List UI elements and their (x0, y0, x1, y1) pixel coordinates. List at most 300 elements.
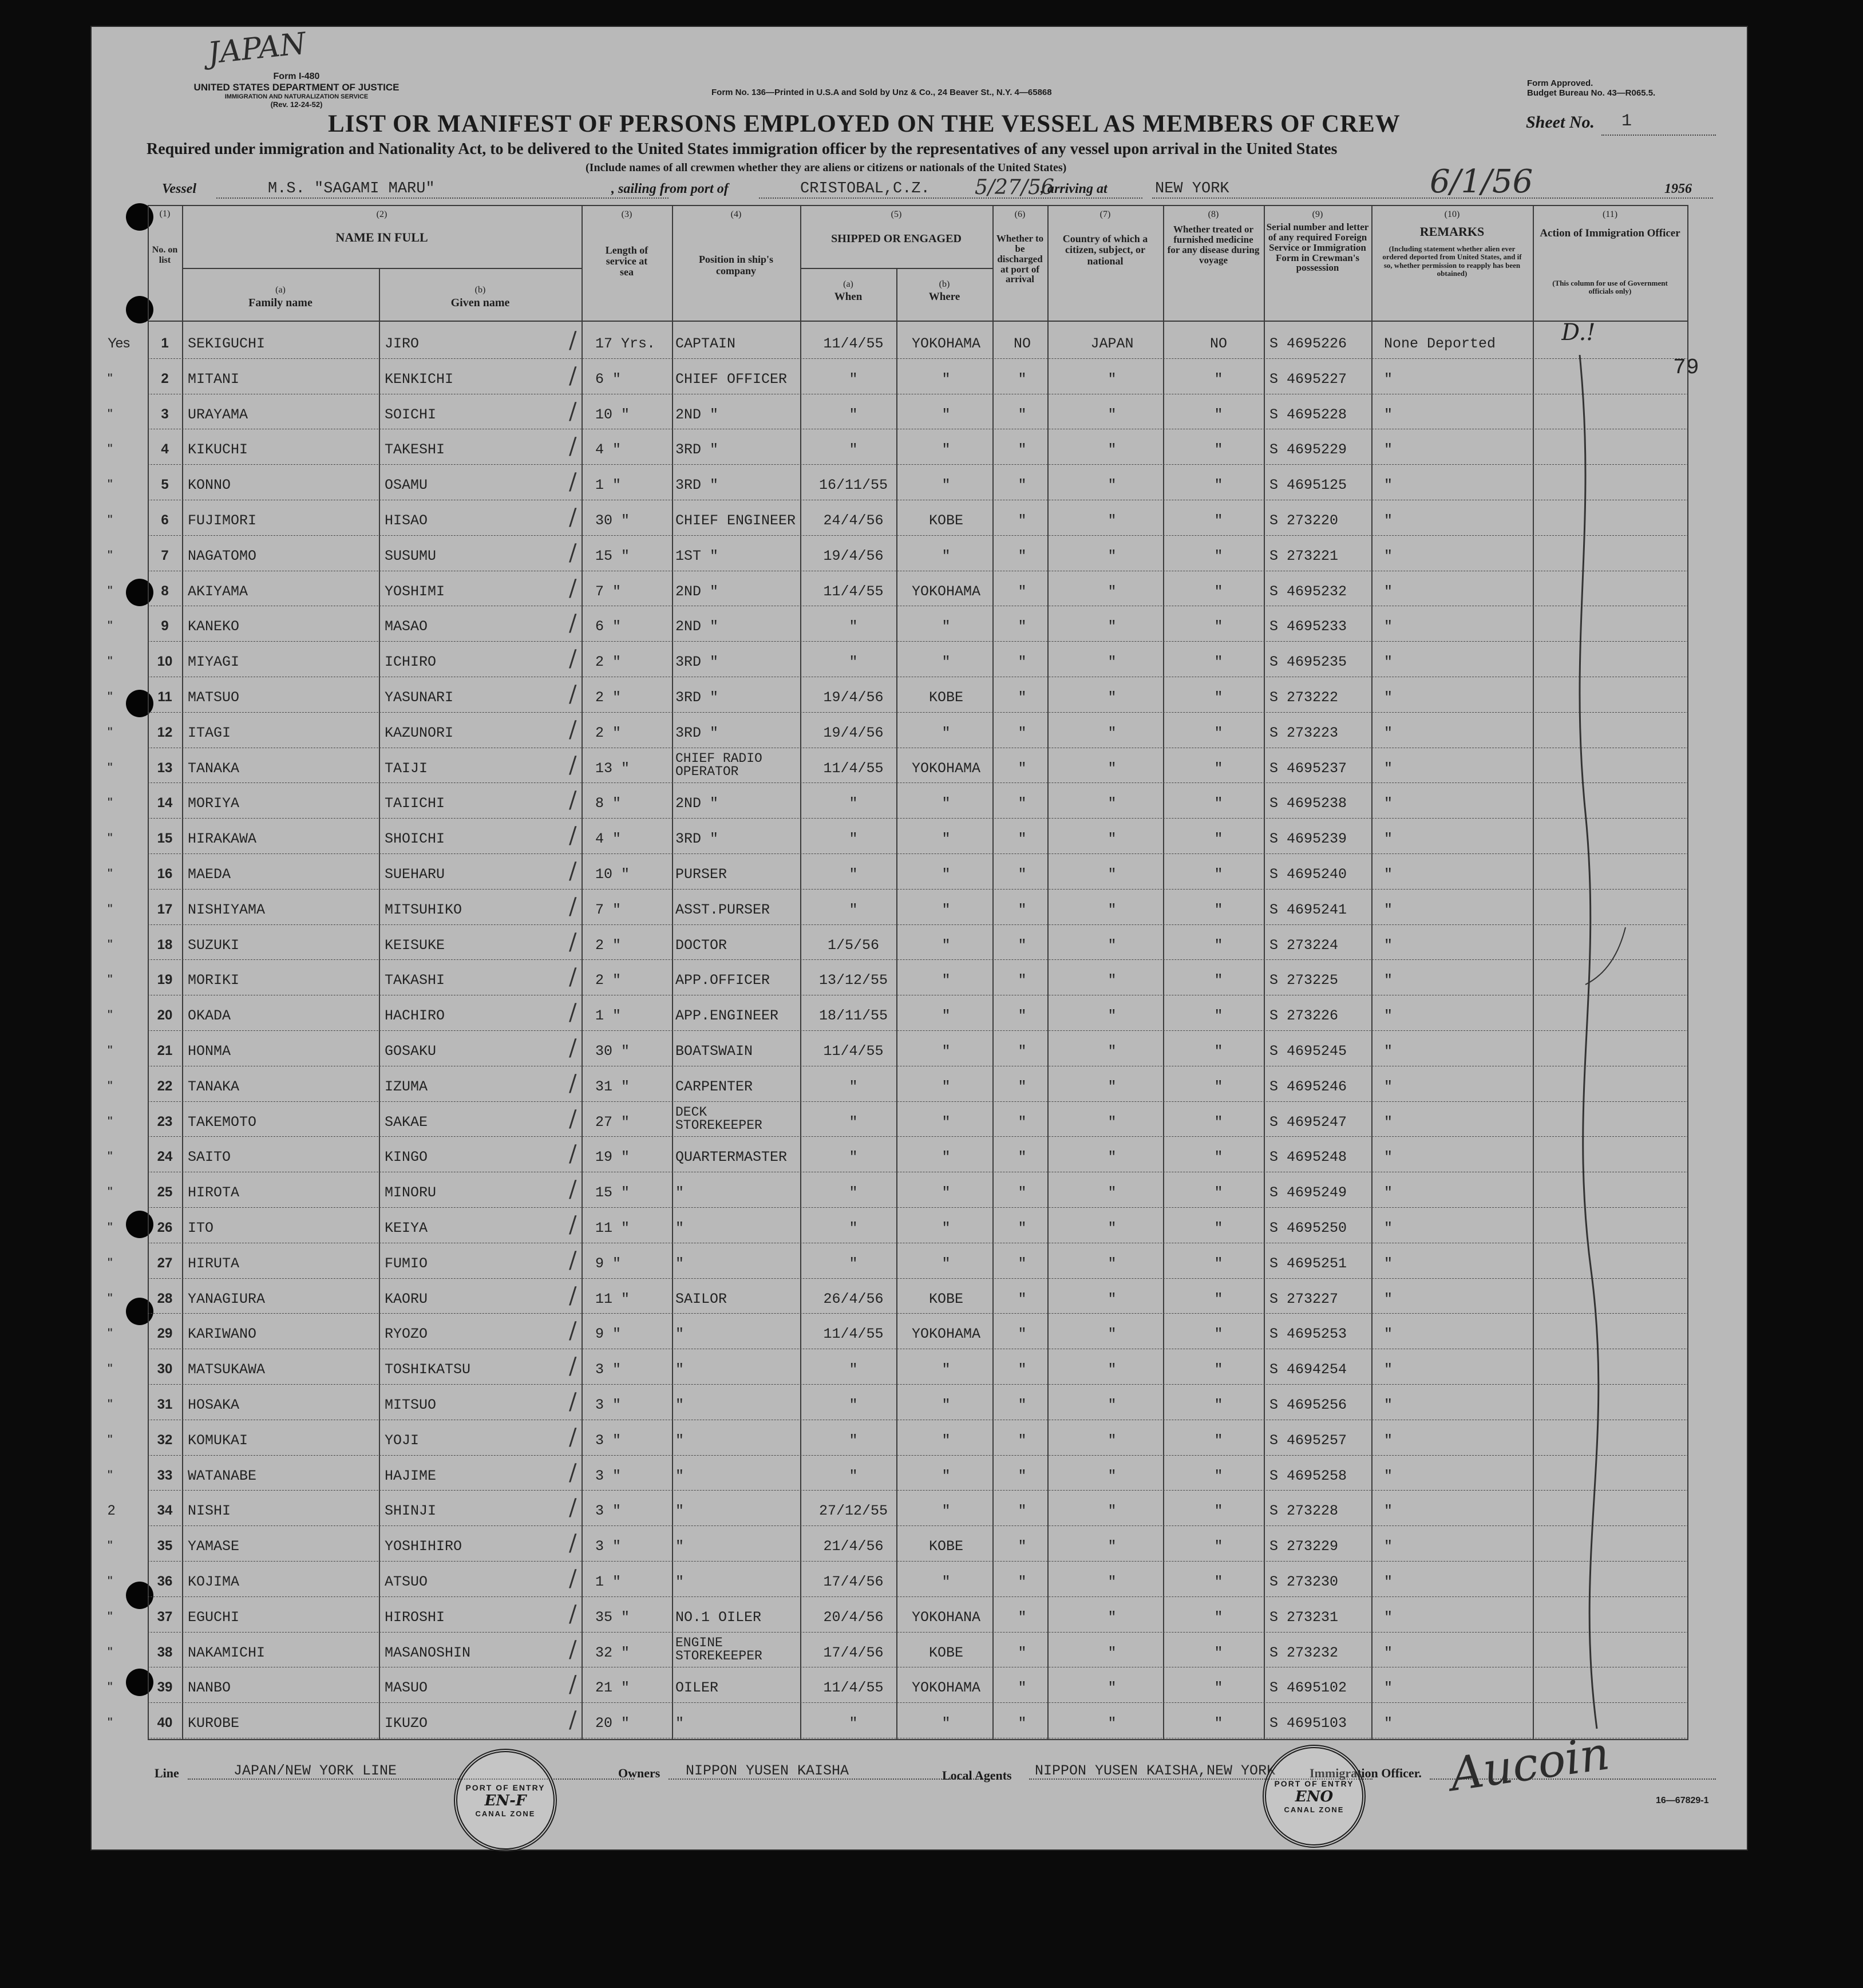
cell-service: 6 " (595, 370, 622, 388)
cell-discharge: " (1018, 1007, 1027, 1025)
cell-country: " (1107, 370, 1117, 388)
col2b-label: Given name (450, 297, 510, 309)
row-number: 5 (161, 477, 169, 493)
check-tick: / (569, 893, 577, 920)
row-number: 10 (157, 654, 173, 670)
cell-country: JAPAN (1090, 335, 1134, 352)
cell-country: " (1107, 1503, 1117, 1520)
cell-medicine: " (1214, 583, 1223, 600)
cell-family: MATSUKAWA (188, 1361, 266, 1378)
cell-family: KIKUCHI (188, 441, 248, 459)
row-number: 8 (161, 583, 169, 599)
cell-country: " (1107, 866, 1117, 883)
cell-medicine: " (1214, 1679, 1223, 1697)
col10-sub: (Including statement whether alien ever ordered deported from United States, and if so, whether permission to reapply has been obtained) (1382, 244, 1522, 278)
cell-medicine: " (1214, 724, 1223, 741)
cell-remarks: " (1384, 583, 1393, 600)
cell-where: " (942, 1220, 951, 1236)
action-bracket-line (1545, 355, 1631, 1757)
cell-country: " (1107, 1113, 1117, 1131)
cell-serial: S 4695253 (1269, 1326, 1347, 1343)
cell-serial: S 4695240 (1269, 866, 1347, 883)
cell-where: " (942, 1255, 951, 1272)
subtitle: Required under immigration and Nationality Act, to be delivered to the United States immigration officer by the representatives of any vessel upon arrival in the United States (147, 140, 1338, 158)
check-tick: / (569, 362, 577, 389)
row-number: 29 (157, 1326, 173, 1342)
cell-family: TAKEMOTO (188, 1113, 257, 1131)
cell-when: " (849, 406, 858, 423)
row-mark: " (108, 1715, 113, 1731)
cell-service: 15 " (595, 1184, 630, 1202)
cell-discharge: " (1018, 618, 1027, 635)
cell-serial: S 4695256 (1269, 1397, 1347, 1413)
cell-medicine: " (1214, 1538, 1223, 1555)
cell-when: " (849, 866, 858, 883)
vessel-value: M.S. "SAGAMI MARU" (268, 180, 435, 197)
cell-when: " (849, 1184, 858, 1202)
cell-where: YOKOHAMA (911, 583, 981, 600)
cell-where: " (942, 1184, 951, 1202)
cell-service: 3 " (595, 1538, 622, 1555)
cell-service: 17 Yrs. (595, 335, 656, 352)
cell-position: CHIEF ENGINEER (675, 512, 796, 529)
col11-num: (11) (1602, 210, 1618, 219)
col5a-num: (a) (843, 279, 853, 289)
cell-given: TOSHIKATSU (385, 1361, 471, 1378)
cell-given: TAIICHI (385, 795, 445, 812)
approval-line-1: Form Approved. (1527, 78, 1593, 88)
cell-discharge: " (1018, 1290, 1027, 1307)
cell-where: KOBE (928, 1290, 963, 1307)
row-number: 2 (161, 370, 169, 386)
check-tick: / (569, 327, 577, 354)
row-mark: " (108, 1255, 113, 1271)
col3-label: Length of service at sea (605, 244, 648, 278)
row-mark: " (108, 1078, 113, 1094)
row-mark: " (108, 1538, 113, 1554)
row-divider (148, 924, 1688, 925)
cell-where: " (942, 1007, 951, 1025)
cell-service: 21 " (595, 1679, 630, 1697)
cell-position: DOCTOR (675, 936, 727, 954)
cell-when: " (849, 1220, 858, 1236)
cell-where: " (942, 370, 951, 388)
cell-family: KUROBE (188, 1715, 240, 1732)
row-number: 18 (157, 936, 173, 952)
cell-country: " (1107, 547, 1117, 564)
cell-service: 2 " (595, 689, 622, 706)
cell-discharge: " (1018, 1255, 1027, 1272)
cell-position: " (675, 1538, 685, 1555)
check-tick: / (569, 1530, 577, 1557)
check-tick: / (569, 1636, 577, 1663)
cell-serial: S 273221 (1269, 547, 1339, 564)
check-tick: / (569, 469, 577, 496)
cell-given: TAKESHI (385, 441, 445, 459)
cell-remarks: " (1384, 1255, 1393, 1272)
stamp-1-bottom: CANAL ZONE (475, 1809, 536, 1818)
cell-serial: S 4695251 (1269, 1255, 1347, 1272)
cell-given: GOSAKU (385, 1043, 437, 1060)
cell-where: " (942, 1113, 951, 1131)
row-mark: " (108, 831, 113, 847)
cell-discharge: " (1018, 1184, 1027, 1202)
col2a-num: (a) (275, 285, 286, 295)
row-number: 28 (157, 1290, 173, 1306)
row-number: 35 (157, 1538, 173, 1554)
cell-medicine: " (1214, 760, 1223, 777)
cell-country: " (1107, 831, 1117, 848)
cell-service: 30 " (595, 1043, 630, 1060)
row-number: 1 (161, 335, 169, 351)
cell-medicine: " (1214, 1467, 1223, 1484)
cell-discharge: " (1018, 1679, 1027, 1697)
form-code: 16—67829-1 (1656, 1796, 1709, 1805)
cell-remarks: " (1384, 1290, 1393, 1307)
row-divider (148, 853, 1688, 854)
cell-where: " (942, 618, 951, 635)
cell-family: MATSUO (188, 689, 240, 706)
row-mark: " (108, 406, 113, 422)
cell-medicine: " (1214, 1043, 1223, 1060)
cell-service: 4 " (595, 441, 622, 459)
check-tick: / (569, 646, 577, 673)
cell-where: " (942, 477, 951, 494)
cell-service: 3 " (595, 1467, 622, 1484)
cell-serial: S 4695257 (1269, 1432, 1347, 1449)
cell-country: " (1107, 512, 1117, 529)
cell-given: HACHIRO (385, 1007, 445, 1025)
row-number: 32 (157, 1432, 173, 1448)
arriving-label: , arriving at (1041, 181, 1107, 196)
cell-country: " (1107, 1326, 1117, 1343)
officer-signature: Aucoin (1446, 1726, 1613, 1801)
row-mark: " (108, 1184, 113, 1200)
row-mark: Yes (108, 335, 130, 351)
cell-when: " (849, 654, 858, 671)
cell-country: " (1107, 406, 1117, 423)
check-tick: / (569, 1389, 577, 1415)
cell-discharge: " (1018, 441, 1027, 459)
check-tick: / (569, 504, 577, 531)
cell-position: 3RD " (675, 441, 719, 459)
sheet-number: 1 (1621, 112, 1632, 131)
col5a-label: When (834, 291, 863, 303)
cell-position: CAPTAIN (675, 335, 736, 352)
cell-given: MITSUHIKO (385, 901, 462, 918)
cell-given: JIRO (385, 335, 420, 352)
cell-when: " (849, 1149, 858, 1166)
cell-where: " (942, 1397, 951, 1413)
cell-service: 27 " (595, 1113, 630, 1131)
cell-family: HIRAKAWA (188, 831, 257, 848)
row-number: 30 (157, 1361, 173, 1377)
cell-medicine: " (1214, 1574, 1223, 1590)
row-number: 4 (161, 441, 169, 457)
row-number: 21 (157, 1043, 173, 1058)
row-mark: " (108, 441, 113, 457)
check-tick: / (569, 1070, 577, 1097)
row-mark: " (108, 936, 113, 952)
footer-agents-label: Local Agents (942, 1768, 1012, 1783)
cell-service: 9 " (595, 1255, 622, 1272)
cell-country: " (1107, 654, 1117, 671)
row-mark: " (108, 1290, 113, 1306)
row-number: 38 (157, 1644, 173, 1660)
cell-when: " (849, 901, 858, 918)
cell-position: CHIEF RADIO OPERATOR (675, 752, 762, 778)
cell-discharge: " (1018, 795, 1027, 812)
cell-country: " (1107, 936, 1117, 954)
cell-service: 19 " (595, 1149, 630, 1166)
cell-serial: S 4695241 (1269, 901, 1347, 918)
cell-medicine: " (1214, 1184, 1223, 1202)
check-tick: / (569, 1318, 577, 1345)
cell-given: MITSUO (385, 1397, 437, 1413)
side-number: 79 (1673, 355, 1699, 380)
cell-where: " (942, 795, 951, 812)
cell-when: " (849, 618, 858, 635)
cell-position: CARPENTER (675, 1078, 753, 1095)
cell-family: NAKAMICHI (188, 1644, 266, 1661)
row-mark: " (108, 1397, 113, 1412)
row-number: 34 (157, 1503, 173, 1519)
row-mark: " (108, 866, 113, 882)
row-divider (148, 1455, 1688, 1456)
check-tick: / (569, 1105, 577, 1132)
row-number: 37 (157, 1608, 173, 1625)
row-mark: " (108, 1467, 113, 1483)
cell-remarks: " (1384, 972, 1393, 989)
cell-given: KINGO (385, 1149, 428, 1166)
cell-service: 3 " (595, 1432, 622, 1449)
cell-serial: S 4695249 (1269, 1184, 1347, 1202)
cell-given: SHOICHI (385, 831, 445, 848)
cell-country: " (1107, 477, 1117, 494)
cell-family: KANEKO (188, 618, 240, 635)
footer-owners-label: Owners (618, 1766, 660, 1780)
cell-service: 9 " (595, 1326, 622, 1343)
cell-family: AKIYAMA (188, 583, 248, 600)
cell-position: SAILOR (675, 1290, 727, 1307)
cell-position: ASST.PURSER (675, 901, 770, 918)
cell-medicine: " (1214, 618, 1223, 635)
row-mark: " (108, 654, 113, 670)
stamp-2-top: PORT OF ENTRY (1274, 1778, 1354, 1788)
row-mark: " (108, 547, 113, 563)
check-tick: / (569, 398, 577, 425)
cell-family: NAGATOMO (188, 547, 257, 564)
row-number: 9 (161, 618, 169, 634)
cell-serial: S 4695103 (1269, 1715, 1347, 1732)
sailing-date: 5/27/56 (975, 176, 1054, 199)
cell-where: " (942, 406, 951, 423)
check-tick: / (569, 575, 577, 602)
cell-serial: S 4695248 (1269, 1149, 1347, 1166)
col8-label: Whether treated or furnished medicine for any disease during voyage (1167, 224, 1260, 266)
check-tick: / (569, 681, 577, 708)
cell-position: " (675, 1397, 685, 1413)
cell-medicine: " (1214, 866, 1223, 883)
cell-serial: S 273230 (1269, 1574, 1339, 1590)
col2a-label: Family name (248, 297, 313, 309)
subnote: (Include names of all crewmen whether they are aliens or citizens or nationals of the United States) (586, 161, 1067, 174)
cell-discharge: " (1018, 831, 1027, 848)
cell-remarks: " (1384, 936, 1393, 954)
cell-family: WATANABE (188, 1467, 257, 1484)
cell-country: " (1107, 1007, 1117, 1025)
cell-given: YASUNARI (385, 689, 454, 706)
cell-serial: S 4695247 (1269, 1113, 1347, 1131)
cell-when: 26/4/56 (823, 1290, 884, 1307)
cell-family: ITAGI (188, 724, 231, 741)
col7-label: Country of which a citizen, subject, or national (1062, 233, 1148, 267)
cell-country: " (1107, 1538, 1117, 1555)
cell-country: " (1107, 1220, 1117, 1236)
row-divider (148, 1596, 1688, 1597)
cell-country: " (1107, 1255, 1117, 1272)
cell-family: ITO (188, 1220, 214, 1236)
cell-when: 19/4/56 (823, 689, 884, 706)
cell-country: " (1107, 1608, 1117, 1626)
row-mark: 2 (108, 1503, 116, 1519)
cell-when: 24/4/56 (823, 512, 884, 529)
cell-family: HIROTA (188, 1184, 240, 1202)
row-mark: " (108, 689, 113, 705)
cell-position: OILER (675, 1679, 719, 1697)
cell-where: " (942, 1149, 951, 1166)
cell-when: 18/11/55 (818, 1007, 888, 1025)
cell-given: SUEHARU (385, 866, 445, 883)
cell-given: SOICHI (385, 406, 437, 423)
cell-service: 11 " (595, 1290, 630, 1307)
cell-country: " (1107, 1184, 1117, 1202)
cell-service: 15 " (595, 547, 630, 564)
cell-discharge: " (1018, 477, 1027, 494)
check-tick: / (569, 928, 577, 955)
cell-service: 6 " (595, 618, 622, 635)
check-tick: / (569, 1212, 577, 1238)
cell-position: " (675, 1255, 685, 1272)
cell-medicine: " (1214, 1715, 1223, 1732)
check-tick: / (569, 1282, 577, 1309)
cell-medicine: " (1214, 1007, 1223, 1025)
col11-label: Action of Immigration Officer (1540, 227, 1680, 239)
cell-position: CHIEF OFFICER (675, 370, 788, 388)
cell-remarks: " (1384, 441, 1393, 459)
cell-remarks: " (1384, 901, 1393, 918)
cell-remarks: " (1384, 1007, 1393, 1025)
cell-medicine: " (1214, 1397, 1223, 1413)
cell-family: HONMA (188, 1043, 231, 1060)
row-number: 22 (157, 1078, 173, 1094)
cell-given: IKUZO (385, 1715, 428, 1732)
row-divider (148, 1525, 1688, 1526)
row-number: 25 (157, 1184, 173, 1200)
cell-serial: S 273231 (1269, 1608, 1339, 1626)
cell-position: " (675, 1361, 685, 1378)
row-mark: " (108, 618, 113, 634)
cell-remarks: " (1384, 1326, 1393, 1343)
cell-given: MINORU (385, 1184, 437, 1202)
cell-service: 1 " (595, 477, 622, 494)
col8-num: (8) (1208, 210, 1219, 219)
cell-family: MITANI (188, 370, 240, 388)
cell-remarks: None Deported (1384, 335, 1496, 352)
cell-given: IZUMA (385, 1078, 428, 1095)
cell-service: 13 " (595, 760, 630, 777)
col7-num: (7) (1099, 210, 1111, 219)
row-number: 26 (157, 1220, 173, 1235)
cell-country: " (1107, 972, 1117, 989)
check-tick: / (569, 1353, 577, 1380)
cell-where: KOBE (928, 512, 963, 529)
cell-where: YOKOHAMA (911, 760, 981, 777)
crew-table (108, 205, 1688, 1740)
cell-discharge: " (1018, 866, 1027, 883)
cell-when: " (849, 1432, 858, 1449)
cell-serial: S 4695235 (1269, 654, 1347, 671)
cell-remarks: " (1384, 1432, 1393, 1449)
check-tick: / (569, 787, 577, 814)
cell-discharge: " (1018, 1149, 1027, 1166)
cell-remarks: " (1384, 1608, 1393, 1626)
cell-given: TAIJI (385, 760, 428, 777)
row-divider (148, 1313, 1688, 1314)
col2-num: (2) (376, 210, 387, 219)
cell-medicine: " (1214, 689, 1223, 706)
cell-serial: S 4695125 (1269, 477, 1347, 494)
cell-where: " (942, 1467, 951, 1484)
cell-position: 1ST " (675, 547, 719, 564)
check-tick: / (569, 539, 577, 566)
row-mark: " (108, 1326, 113, 1342)
cell-where: " (942, 1503, 951, 1520)
cell-remarks: " (1384, 654, 1393, 671)
cell-serial: S 4695237 (1269, 760, 1347, 777)
row-divider (148, 712, 1688, 713)
check-tick: / (569, 1247, 577, 1274)
cell-service: 10 " (595, 866, 630, 883)
cell-serial: S 273228 (1269, 1503, 1339, 1520)
cell-serial: S 273222 (1269, 689, 1339, 706)
cell-position: NO.1 OILER (675, 1608, 762, 1626)
cell-remarks: " (1384, 1113, 1393, 1131)
cell-serial: S 4694254 (1269, 1361, 1347, 1378)
cell-country: " (1107, 618, 1117, 635)
row-number: 39 (157, 1679, 173, 1695)
cell-discharge: " (1018, 370, 1027, 388)
page-title: LIST OR MANIFEST OF PERSONS EMPLOYED ON THE VESSEL AS MEMBERS OF CREW (328, 110, 1401, 137)
cell-when: 1/5/56 (827, 936, 879, 954)
cell-when: 11/4/55 (823, 760, 884, 777)
cell-country: " (1107, 1467, 1117, 1484)
cell-position: " (675, 1184, 685, 1202)
cell-family: MORIYA (188, 795, 240, 812)
cell-serial: S 273224 (1269, 936, 1339, 954)
cell-where: YOKOHAMA (911, 1679, 981, 1697)
cell-given: HAJIME (385, 1467, 437, 1484)
cell-given: SUSUMU (385, 547, 437, 564)
cell-where: " (942, 1715, 951, 1732)
cell-discharge: NO (1013, 335, 1031, 352)
cell-serial: S 273229 (1269, 1538, 1339, 1555)
cell-given: HISAO (385, 512, 428, 529)
cell-where: KOBE (928, 1538, 963, 1555)
cell-serial: S 4695239 (1269, 831, 1347, 848)
check-tick: / (569, 433, 577, 460)
cell-discharge: " (1018, 760, 1027, 777)
